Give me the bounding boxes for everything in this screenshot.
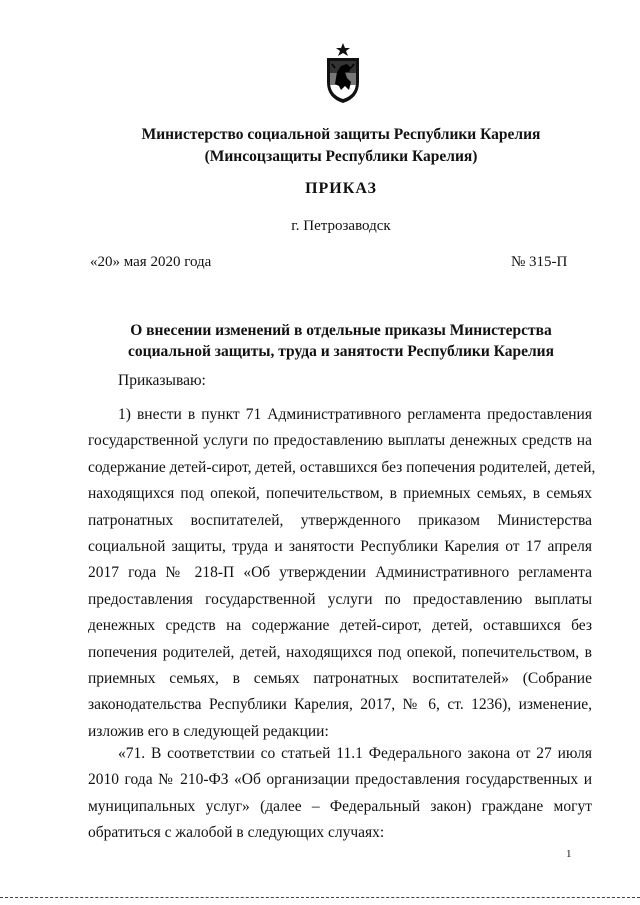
city: г. Петрозаводск xyxy=(291,218,391,234)
order-subject xyxy=(70,320,612,362)
paragraph-1 xyxy=(88,402,596,745)
text-line: 2017 года № 218-П «Об утверждении Административного регламента xyxy=(88,564,592,582)
ministry-name xyxy=(70,124,612,168)
subject-line-1: О внесении изменений в отдельные приказы Министерства xyxy=(130,322,552,339)
coat-of-arms-icon xyxy=(323,42,363,104)
order-number: № 315-П xyxy=(511,254,568,270)
page-number: 1 xyxy=(566,848,572,860)
text-line: денежных средств на содержание детей-сирот, детей, оставшихся без xyxy=(88,617,592,635)
text-line: законодательства Республики Карелия, 2017, № 6, ст. 1236), изменение, xyxy=(88,696,592,714)
text-line: находящихся под опекой, попечительством, в приемных семьях, в семьях xyxy=(88,485,592,503)
text-line: изложив его в следующей редакции: xyxy=(88,722,329,740)
text-line: 2010 года № 210-ФЗ «Об организации предоставления государственных и xyxy=(88,771,592,789)
scan-edge-divider xyxy=(0,897,640,899)
text-line: муниципальных услуг» (далее – Федеральный закон) граждане могут xyxy=(88,797,592,815)
document-type: ПРИКАЗ xyxy=(305,180,377,197)
text-line: 1) внести в пункт 71 Административного регламента предоставления xyxy=(118,406,592,423)
order-date: «20» мая 2020 года xyxy=(90,254,212,270)
text-line: патронатных воспитателей, утвержденного приказом Министерства xyxy=(88,511,592,529)
order-word: Приказываю: xyxy=(118,372,206,389)
text-line: обратиться с жалобой в следующих случаях: xyxy=(88,824,385,842)
ministry-line-2: (Минсоцзащиты Республики Карелия) xyxy=(204,148,478,165)
subject-line-2: социальной защиты, труда и занятости Республики Карелия xyxy=(128,343,554,360)
text-line: «71. В соответствии со статьей 11.1 Федерального закона от 27 июля xyxy=(118,745,592,762)
text-line: предоставления государственной услуги по предоставлению выплаты xyxy=(88,590,592,608)
text-line: приемных семьях, в семьях патронатных воспитателей» (Собрание xyxy=(88,669,592,687)
text-line: содержание детей-сирот, детей, оставшихся без попечения родителей, детей, xyxy=(88,458,596,476)
ministry-line-1: Министерство социальной защиты Республики Карелия xyxy=(141,126,541,143)
text-line: государственной услуги по предоставлению выплаты денежных средств на xyxy=(88,432,592,450)
text-line: социальной защиты, труда и занятости Республики Карелия от 17 апреля xyxy=(88,537,592,555)
paragraph-2 xyxy=(88,741,592,847)
text-line: попечения родителей, детей, находящихся под опекой, попечительством, в xyxy=(88,643,592,661)
